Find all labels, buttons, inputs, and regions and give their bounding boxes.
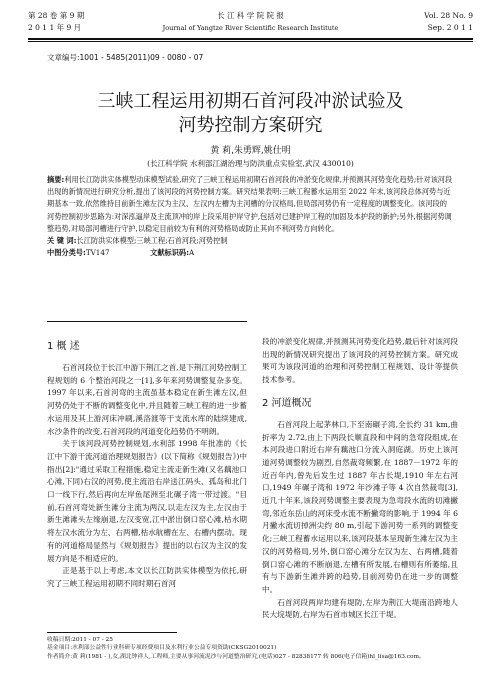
section-2-heading: 2 河道概况 xyxy=(262,397,312,409)
paper-title xyxy=(0,90,501,138)
left-column xyxy=(47,330,247,591)
abstract xyxy=(47,174,454,235)
paragraph: 关于该河段河势控制规划,水利部 1998 年批准的《长江中下游干流河道治理规划报告》(以下简称《规划报告》)中指出[2]:"通过采取工程措施,稳定主流走新生滩(又名藕池口心滩,下同)右汉的河势,使主流沿右岸送江码头、孤岛和北门口一线下行,然后再向左岸鱼尾洲至北碾子湾一带过渡。"目前,石首河弯处新生滩分主流为两汉,以走左汉为主,左汉由于新生滩滩头左缘崩退,左汉变宽,江中淤出倒口窑心滩,枯水期将左汉水流分为左、右两槽,枯水航槽在左、右槽内摆动。现有的河道格局显然与《规划报告》提出的以右汉为主汉的发展方向是不相适应的。 xyxy=(47,439,247,563)
title-line-1: 三峡工程运用初期石首河段冲淤试验及 xyxy=(97,91,404,112)
keywords-text: 长江防洪实体模型;三峡工程;石首河段;河势控制 xyxy=(76,236,228,246)
keywords xyxy=(47,235,454,247)
abstract-text: 利用长江防洪实体模型动床模型试验,研究了三峡工程运用初期石首河段的冲淤变化规律,并预测其河势变化趋势;针对该河段出现的新情况进行研究分析,提出了该河段的河势控制方案。研究结果表明:三峡工程蓄水运用至 2022 年末,该河段总体河势与近期基本一致,依然维持目前新生滩左汉为主汉、左汉内左槽为主河槽的分汉格局,但局部河势仍有一定程度的调整变化。该河段的河势控制初步思路为:对深泓逼岸及主流顶冲的岸上段采用护岸守护,包括对已建护岸工程的加固及本护段的新护;另外,根据河势调整趋势,对局部河槽进行守护,以稳定目前较为有利的河势格局或防止其向不利河势方向转化。 xyxy=(47,175,453,233)
doc-code-value: A xyxy=(188,248,195,258)
right-column xyxy=(262,336,458,622)
paragraph: 正是基于以上考虑,本文以长江防洪实体模型为依托,研究了三峡工程运用初期不同时期石首河 xyxy=(47,566,247,588)
header-rule-thick xyxy=(28,38,473,40)
received-date: 收稿日期:2011 - 07 - 25 xyxy=(47,637,113,643)
keywords-label: 关 键 词: xyxy=(47,236,77,246)
classification xyxy=(47,247,454,259)
article-number: 文章编号:1001 - 5485(2011)09 - 0080 - 07 xyxy=(47,53,204,62)
paragraph: 石首河段上起茅林口,下至南碾子湾,全长约 31 km,曲折率为 2.72,由上下两段长顺直段和中间的急弯段组成,在本河段进口附近右岸有藕池口分流入洞庭湖。历史上该河道河势调整较为剧烈,自然裁弯频繁,在 1887－1972 年的近百年内,曾先后发生过 1887 年古长堤,1910 年左右河口,1949 年碾子湾和 1972 年沙滩子等 4 次自然裁弯[3],近几十年来,该段河势调整主要表现为急弯段水流的切滩撇弯,邻近东岳山的河床受水流不断撇弯的影响,于 1994 年 6 月撇水流切掉洲尖约 80 m,引起下游河势一系列的调整变化;三峡工程蓄水运用以来,该河段基本呈现新生滩左汉为主汉的河势格局,另外,倒口窑心滩分左汉为左、右两槽,随着倒口窑心滩的不断崩退,左槽有所发展,右槽则有所萎缩,且有与下游新生滩并跨的趋势,目前河势仍在进一步的调整中。 xyxy=(262,419,458,594)
header-center xyxy=(28,10,473,34)
header-right xyxy=(424,10,473,34)
footnote-rule xyxy=(47,632,177,633)
title-line-2: 河势控制方案研究 xyxy=(178,115,323,136)
date-en: Sep. 2 0 1 1 xyxy=(427,23,473,32)
volume-cn: 第 28 卷 第 9 期 xyxy=(28,11,85,20)
clc-label: 中图分类号: xyxy=(47,248,86,258)
paragraph: 石首河段两岸均建有堤防,左岸为荆江大堤南沿跨地人民大垸堤防,右岸为石首市城区长江干堤。 xyxy=(262,597,458,620)
authors: 黄 莉,朱勇辉,姚仕明 xyxy=(210,146,291,156)
section-1-heading: 1 概 述 xyxy=(47,341,80,352)
journal-cn: 长 江 科 学 院 院 报 xyxy=(217,11,284,20)
affiliation: (长江科学院 水利部江湖治理与防洪重点实验室,武汉 430010) xyxy=(147,159,354,168)
fund-info: 基金项目:水利部公益性行业科研专项经费项目及水利行业公益专项资助(CKSG2010021) xyxy=(47,645,277,652)
header-rule-thin xyxy=(28,41,473,42)
date-cn: 2 0 1 1 年 9 月 xyxy=(28,23,82,32)
paragraph: 段的冲淤变化规律,并预测其河势变化趋势,最后针对该河段出现的新情况研究提出了该河段的河势控制方案。研究成果可为该段河道的治理和河势控制工程规划、设计等提供技术参考。 xyxy=(262,337,458,385)
doc-code-label: 文献标识码: xyxy=(150,248,189,258)
footnotes xyxy=(47,636,473,661)
journal-en: Journal of Yangtze River Scientific Research Institute xyxy=(162,24,339,32)
clc-value: TV147 xyxy=(85,248,110,258)
abstract-label: 摘要: xyxy=(47,175,65,184)
abstract-rule xyxy=(47,321,247,322)
abstract-block xyxy=(47,174,454,259)
paragraph: 石首河段位于长江中游下荆江之首,是下荆江河势控制工程规划的 6 个整治河段之一[1],多年来河势调整复杂多变。1997 年以来,石首河弯的主流虽基本稳定在新生滩左汉,但河势仍处于不断的调整变化中,并且随着三峡工程的进一步蓄水运用及其上游河床冲刷,溪洛渡等干支流水库的陆续建成,水沙条件的改变,石首河段的河道变化趋势仍不明朗。 xyxy=(47,363,247,436)
author-bio: 作者简介:黄 莉(1981 - ),女,湖北钟祥人,工程师,主要从事河流泥沙与河道整治研究,(电话)027 - 82838177 转 806(电子信箱)hl_lisa@163.com。 xyxy=(47,653,425,660)
running-header xyxy=(28,10,473,36)
volume-en: Vol. 28 No. 9 xyxy=(424,11,473,20)
